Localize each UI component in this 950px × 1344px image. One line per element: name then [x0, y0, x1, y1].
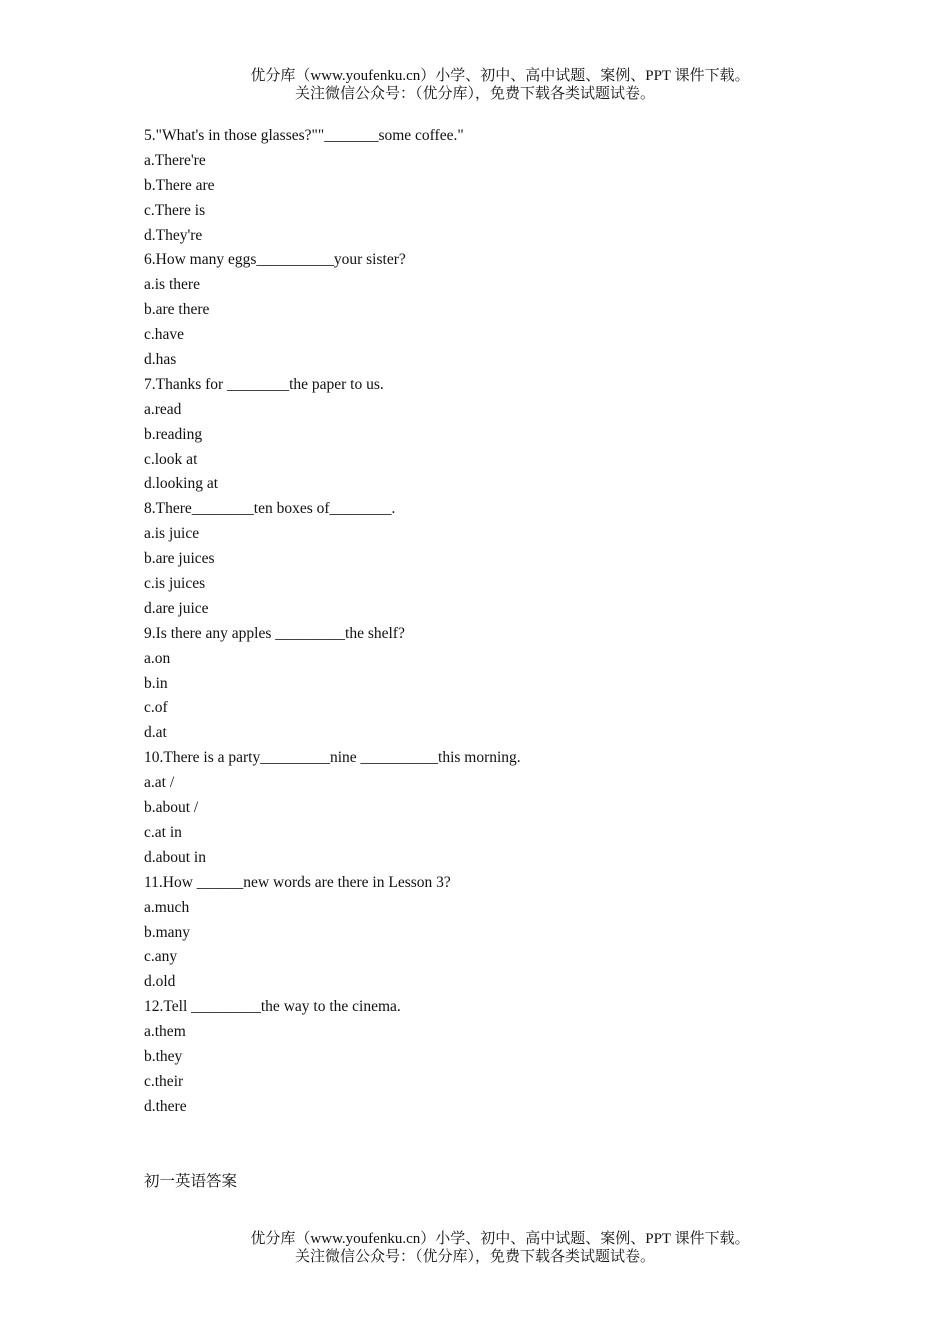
option: a.There're: [144, 151, 206, 169]
option: a.is juice: [144, 525, 200, 543]
option: d.about in: [144, 848, 206, 866]
option: c.at in: [144, 823, 182, 841]
answers-heading: 初一英语答案: [144, 1173, 238, 1190]
option: b.many: [144, 923, 191, 941]
page-header: [0, 67, 950, 103]
option: b.they: [144, 1047, 183, 1065]
option: d.there: [144, 1097, 187, 1115]
question-stem: 9.Is there any apples _________the shelf?: [144, 624, 405, 642]
option: a.read: [144, 400, 182, 418]
question-stem: 7.Thanks for ________the paper to us.: [144, 375, 384, 393]
option: d.are juice: [144, 599, 209, 617]
option: d.has: [144, 351, 177, 369]
question-stem: 6.How many eggs__________your sister?: [144, 251, 406, 269]
question-stem: 8.There________ten boxes of________.: [144, 500, 396, 518]
option: c.is juices: [144, 575, 206, 593]
footer-line-2: 关注微信公众号：（优分库），免费下载各类试题试卷。: [294, 1249, 655, 1265]
option: c.of: [144, 699, 168, 717]
option: c.their: [144, 1072, 184, 1090]
page-footer: [0, 1230, 950, 1266]
header-line-2: 关注微信公众号：（优分库），免费下载各类试题试卷。: [294, 86, 655, 102]
option: b.about /: [144, 799, 199, 817]
option: a.much: [144, 898, 190, 916]
option: b.There are: [144, 176, 215, 194]
option: d.They're: [144, 226, 203, 244]
question-stem: 10.There is a party_________nine __________this morning.: [144, 749, 521, 767]
option: b.in: [144, 674, 168, 692]
option: b.reading: [144, 425, 203, 443]
question-stem: 11.How ______new words are there in Lesson 3?: [144, 873, 451, 891]
question-stem: 12.Tell _________the way to the cinema.: [144, 998, 401, 1016]
option: a.at /: [144, 774, 175, 792]
option: b.are there: [144, 301, 210, 319]
option: c.look at: [144, 450, 198, 468]
footer-line-1: 优分库（www.youfenku.cn）小学、初中、高中试题、案例、PPT 课件下载。: [250, 1231, 750, 1247]
option: c.any: [144, 948, 178, 966]
question-stem: 5."What's in those glasses?""_______some coffee.": [144, 127, 464, 144]
option: d.looking at: [144, 475, 219, 493]
option: d.old: [144, 973, 176, 991]
option: a.is there: [144, 276, 200, 294]
option: a.on: [144, 649, 171, 667]
question-list: [144, 124, 844, 1120]
option: c.have: [144, 326, 185, 344]
option: d.at: [144, 724, 167, 742]
option: b.are juices: [144, 550, 215, 568]
header-line-1: 优分库（www.youfenku.cn）小学、初中、高中试题、案例、PPT 课件下载。: [250, 68, 750, 84]
option: c.There is: [144, 201, 206, 219]
option: a.them: [144, 1023, 186, 1041]
